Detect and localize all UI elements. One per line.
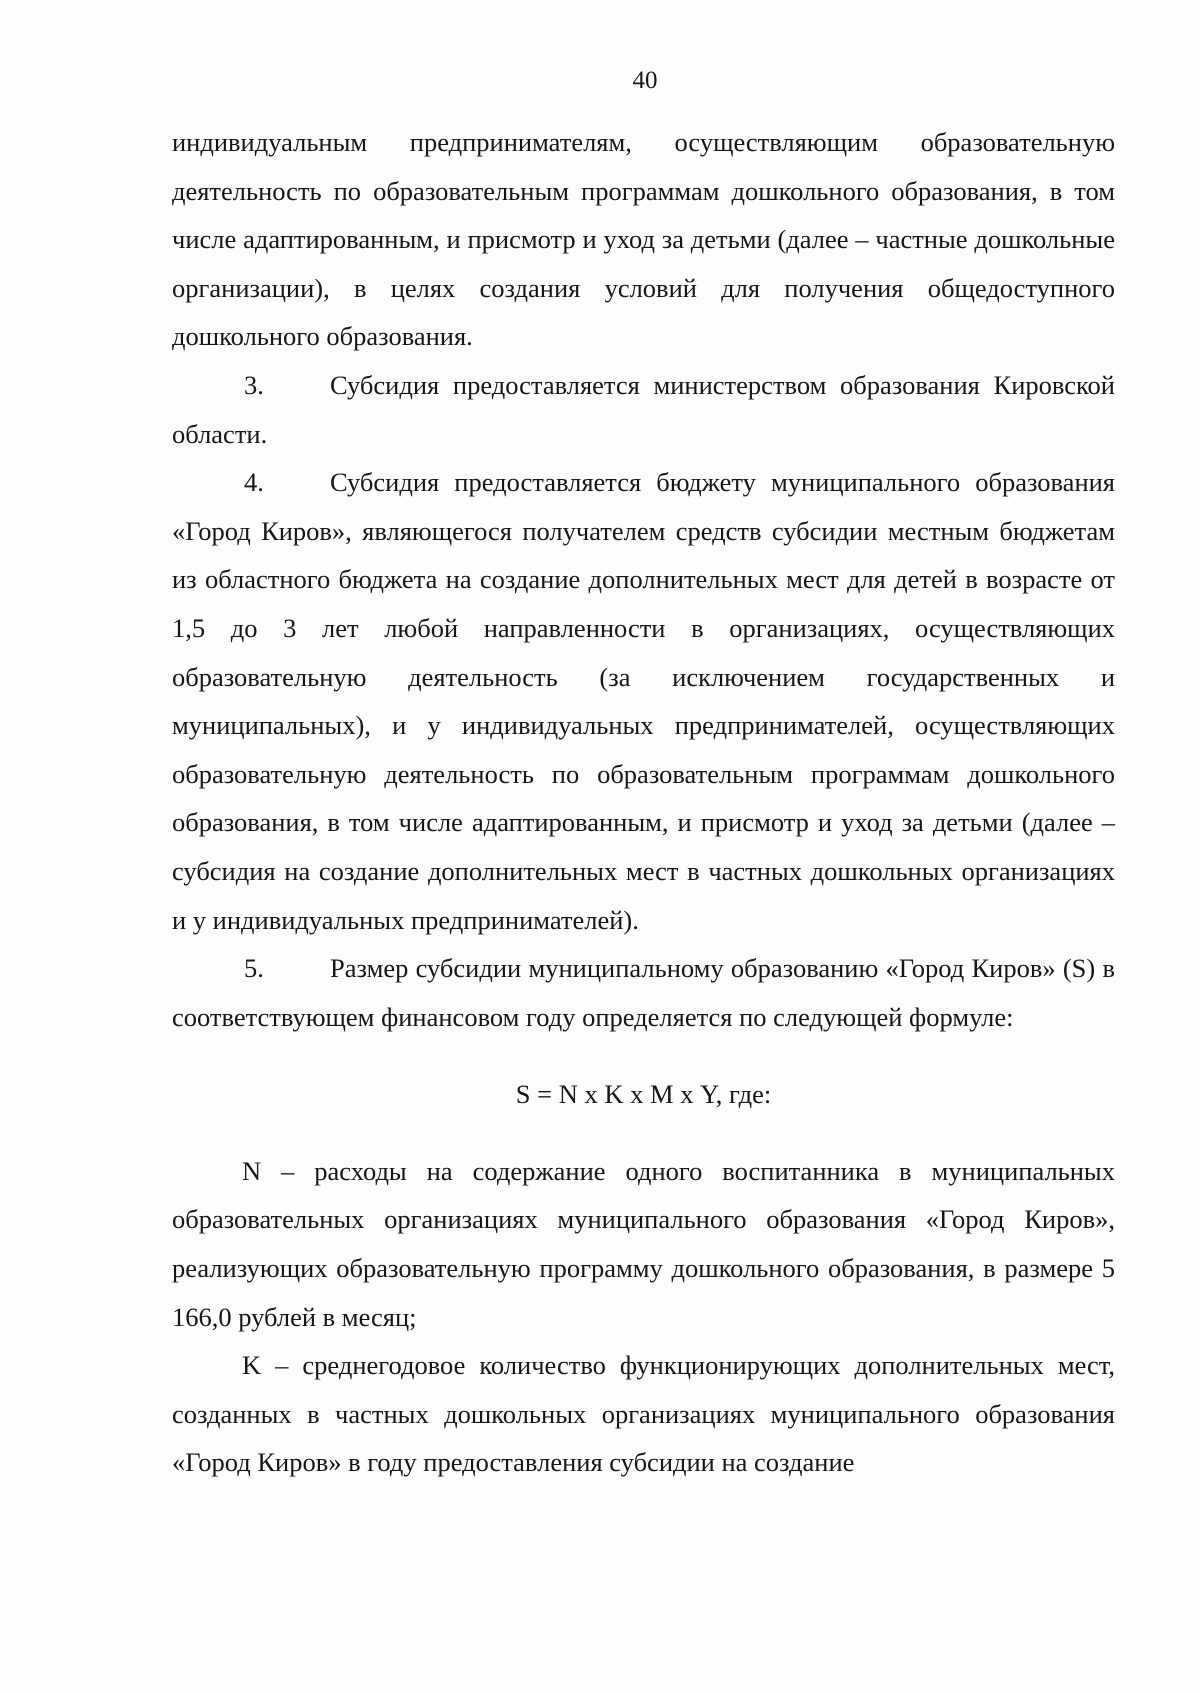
document-body [172,118,1115,1487]
paragraph-5-text: Размер субсидии муниципальному образованию «Город Киров» (S) в соответствующем финансовом году определяется по следующей формуле: [172,953,1115,1032]
paragraph-5 [172,944,1115,1041]
page-number: 40 [632,67,658,94]
paragraph-3-number: 3. [244,369,264,400]
paragraph-4-text: Субсидия предоставляется бюджету муниципального образования «Город Киров», являющегося получателем средств субсидии местным бюджетам из областного бюджета на создание дополнительных мест для детей в возрасте от 1,5 до 3 лет любой направленности в организациях, осуществляющих образовательную деятельность (за исключением государственных и муниципальных), и у индивидуальных предпринимателей, осуществляющих образовательную деятельность по образовательным программам дошкольного образования, в том числе адаптированным, и присмотр и уход за детьми (далее – субсидия на создание дополнительных мест в частных дошкольных организациях и у индивидуальных предпринимателей). [172,467,1115,935]
paragraph-3 [172,361,1115,458]
definition-k: K – среднегодовое количество функционирующих дополнительных мест, созданных в частных дошкольных организациях муниципального образования «Город Киров» в году предоставления субсидии на создание [172,1350,1115,1478]
paragraph-3-text: Субсидия предоставляется министерством образования Кировской области. [172,369,1115,449]
paragraph-continuation: индивидуальным предпринимателям, осуществляющим образовательную деятельность по образовательным программам дошкольного образования, в том числе адаптированным, и присмотр и уход за детьми (далее – частные дошкольные организации), в целях создания условий для получения общедоступного дошкольного образования. [172,127,1115,352]
definition-n: N – расходы на содержание одного воспитанника в муниципальных образовательных организациях муниципального образования «Город Киров», реализующих образовательную программу дошкольного образования, в размере 5 166,0 рублей в месяц; [172,1155,1115,1332]
formula: S = N х K х M х Y, где: [515,1079,772,1110]
paragraph-4 [172,458,1115,944]
paragraph-5-number: 5. [244,953,264,984]
paragraph-4-number: 4. [244,467,264,498]
